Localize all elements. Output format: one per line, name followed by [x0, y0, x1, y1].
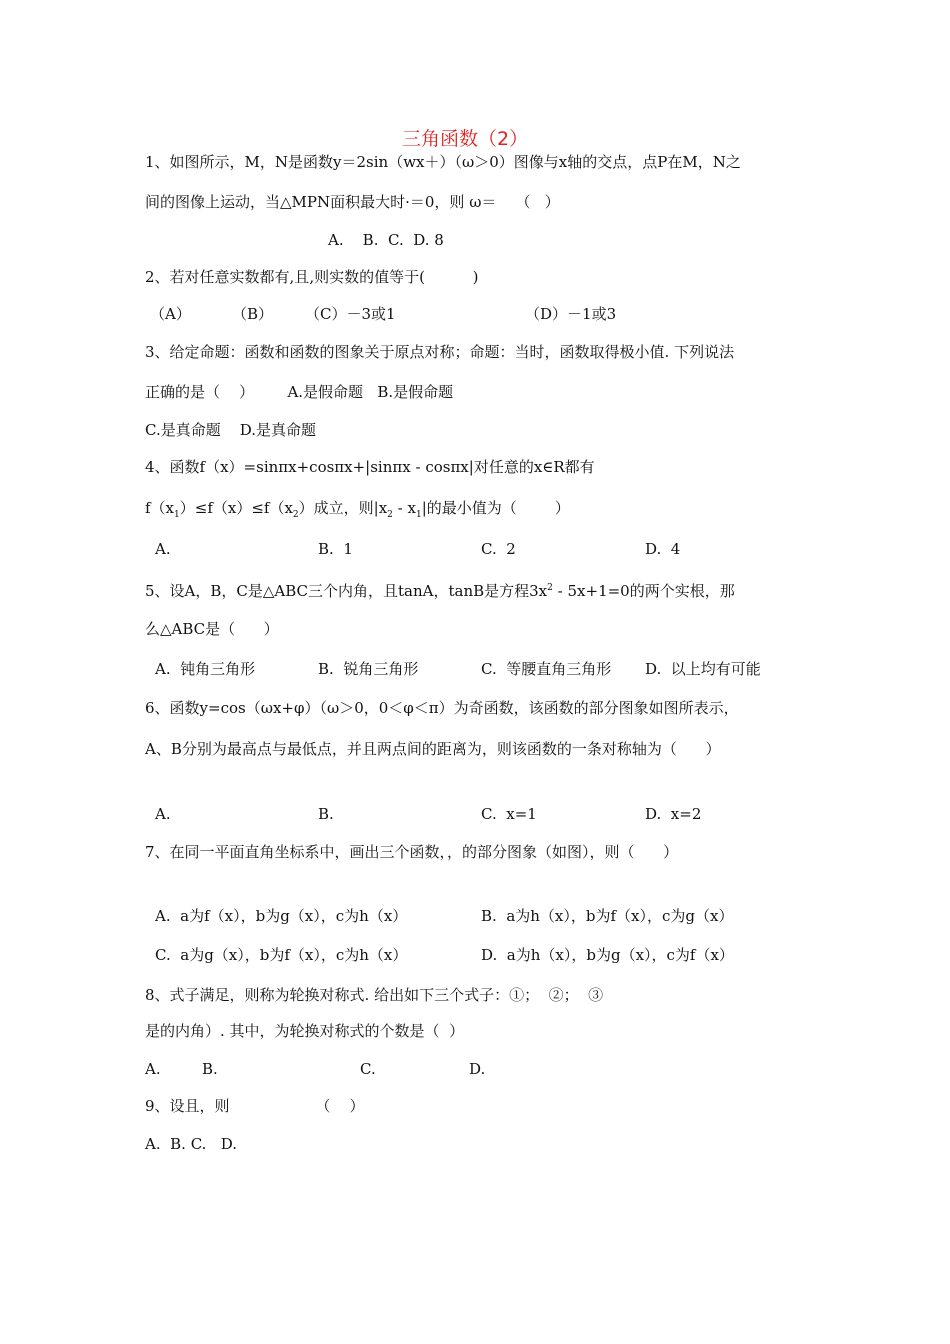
question-4-option-a: A. [155, 540, 171, 558]
page-title: 三角函数（2） [402, 128, 529, 150]
question-8-option-c: C. [360, 1060, 376, 1078]
question-5-line-1: 5、设A，B，C是△ABC三个内角，且tanA，tanB是方程$3x^2 - 5x+1=0$的两个实根，那 [145, 582, 735, 600]
question-9-options: A. B. C. D. [145, 1135, 237, 1153]
question-1-line-2: 间的图像上运动，当△MPN面积最大时·＝0，则 ω＝ （ ） [145, 193, 560, 211]
question-7-line-1: 7、在同一平面直角坐标系中，画出三个函数，，的部分图象（如图），则（ ） [145, 843, 679, 861]
question-1-line-1: 1、如图所示，M，N是函数y＝2sin（wx＋）（ω＞0）图像与x轴的交点，点P在M，N之 [145, 153, 741, 171]
question-8-line-2: 是的内角）. 其中，为轮换对称式的个数是（ ） [145, 1022, 465, 1040]
question-4-line-1: 4、函数f（x）=sinπx+cosπx+|sinπx - cosπx|对任意的x∈R都有 [145, 458, 595, 476]
question-5-option-b: B. 锐角三角形 [318, 660, 419, 678]
question-6-option-a: A. [155, 805, 171, 823]
question-5-option-c: C. 等腰直角三角形 [481, 660, 612, 678]
question-2-line-1: 2、若对任意实数都有,且,则实数的值等于( ) [145, 268, 479, 286]
question-4-option-d: D. 4 [645, 540, 681, 558]
question-2-option-c: （C）－3或1 [305, 305, 396, 323]
question-3-line-1: 3、给定命题：函数和函数的图象关于原点对称；命题：当时，函数取得极小值. 下列说法 [145, 343, 735, 361]
question-6-option-c: C. x=1 [481, 805, 537, 823]
question-6-option-b: B. [318, 805, 334, 823]
question-5-option-d: D. 以上均有可能 [645, 660, 761, 678]
question-7-option-a: A. a为f（x），b为g（x），c为h（x） [155, 907, 408, 925]
question-4-option-c: C. 2 [481, 540, 516, 558]
question-8-option-d: D. [469, 1060, 486, 1078]
question-9-line-1: 9、设且，则 （ ） [145, 1097, 365, 1115]
question-1-options: A. B. C. D. 8 [328, 231, 444, 249]
question-2-option-b: （B） [232, 305, 274, 323]
question-7-option-d: D. a为h（x），b为g（x），c为f（x） [481, 946, 734, 964]
question-6-line-2: A、B分别为最高点与最低点，并且两点间的距离为，则该函数的一条对称轴为（ ） [145, 740, 721, 758]
question-5-option-a: A. 钝角三角形 [155, 660, 256, 678]
question-8-line-1: 8、式子满足，则称为轮换对称式. 给出如下三个式子：①； ②； ③ [145, 986, 604, 1004]
question-7-option-c: C. a为g（x），b为f（x），c为h（x） [155, 946, 408, 964]
question-8-option-a: A. [145, 1060, 161, 1078]
question-3-line-2: 正确的是（ ） A.是假命题 B.是假命题 [145, 383, 454, 401]
question-8-option-b: B. [202, 1060, 218, 1078]
question-3-line-3: C.是真命题 D.是真命题 [145, 421, 317, 439]
question-5-line-2: 么△ABC是（ ） [145, 620, 279, 638]
question-7-option-b: B. a为h（x），b为f（x），c为g（x） [481, 907, 734, 925]
question-6-line-1: 6、函数y=cos（ωx+φ）（ω＞0，0＜φ＜π）为奇函数，该函数的部分图象如图所表示， [145, 699, 739, 717]
question-4-option-b: B. 1 [318, 540, 353, 558]
question-4-line-2: $f(x_1)\le f(x)\le f(x_2)$成立，则$|x_2 - x_1|$的最小值为（ ） [145, 499, 570, 520]
question-2-option-a: （A） [150, 305, 191, 323]
question-2-option-d: （D）－1或3 [525, 305, 617, 323]
question-6-option-d: D. x=2 [645, 805, 702, 823]
